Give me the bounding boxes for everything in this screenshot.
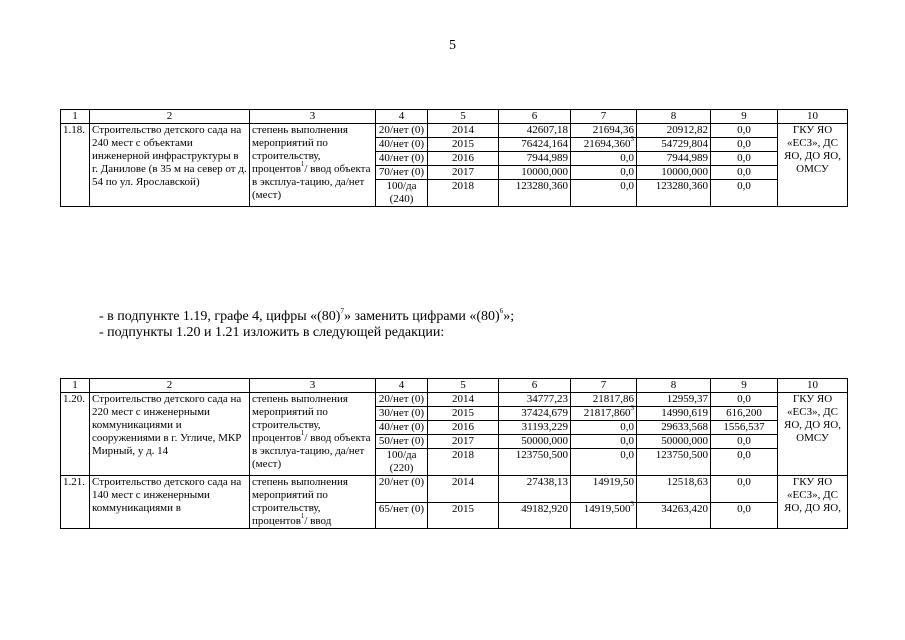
year: 2018 <box>428 449 499 476</box>
federal-funding <box>571 476 637 503</box>
item-name: Строительство детского сада на 240 мест с объектами инженерной инфраструктуры в г. Данилове (в 35 м на север от д. 54 по ул. Ярославской) <box>90 124 250 207</box>
year: 2015 <box>428 407 499 421</box>
federal-funding <box>571 404 637 421</box>
local-funding: 616,200 <box>711 407 778 421</box>
year: 2016 <box>428 421 499 435</box>
program-table-1 <box>60 109 848 207</box>
year: 2015 <box>428 502 499 529</box>
federal-funding <box>571 449 637 476</box>
regional-funding: 29633,568 <box>637 421 711 435</box>
column-header: 4 <box>376 379 428 393</box>
local-funding: 0,0 <box>711 393 778 407</box>
federal-funding <box>571 421 637 435</box>
federal-funding <box>571 393 637 407</box>
column-header: 10 <box>778 379 848 393</box>
column-header: 9 <box>711 379 778 393</box>
column-header: 6 <box>499 110 571 124</box>
year: 2017 <box>428 166 499 180</box>
program-table-2 <box>60 378 848 529</box>
item-number: 1.21. <box>61 476 90 529</box>
federal-funding-value: 21817,86 <box>592 393 634 405</box>
total-funding: 7944,989 <box>499 152 571 166</box>
item-indicator <box>250 124 376 207</box>
federal-funding <box>571 435 637 449</box>
item-name: Строительство детского сада на 140 мест с инженерными коммуникациями в <box>90 476 250 529</box>
column-header: 3 <box>250 379 376 393</box>
regional-funding: 123280,360 <box>637 180 711 207</box>
federal-funding-value: 21817,860 <box>583 407 631 419</box>
year: 2016 <box>428 152 499 166</box>
local-funding: 0,0 <box>711 435 778 449</box>
item-indicator <box>250 393 376 476</box>
federal-funding <box>571 499 637 529</box>
target-value: 30/нет (0) <box>376 407 428 421</box>
federal-funding <box>571 180 637 207</box>
local-funding: 0,0 <box>711 180 778 207</box>
regional-funding: 10000,000 <box>637 166 711 180</box>
column-header: 7 <box>571 379 637 393</box>
item-number: 1.18. <box>61 124 90 207</box>
regional-funding: 14990,619 <box>637 407 711 421</box>
column-header: 1 <box>61 379 90 393</box>
regional-funding: 34263,420 <box>637 502 711 529</box>
total-funding: 27438,13 <box>499 476 571 503</box>
total-funding: 49182,920 <box>499 502 571 529</box>
total-funding: 37424,679 <box>499 407 571 421</box>
target-value: 20/нет (0) <box>376 393 428 407</box>
year: 2015 <box>428 138 499 152</box>
federal-funding-value: 0,0 <box>620 180 634 192</box>
local-funding: 0,0 <box>711 124 778 138</box>
federal-funding <box>571 124 637 138</box>
year: 2014 <box>428 476 499 503</box>
local-funding: 1556,537 <box>711 421 778 435</box>
footnote-mark: 3 <box>630 135 634 144</box>
column-header: 3 <box>250 110 376 124</box>
column-header: 1 <box>61 110 90 124</box>
total-funding: 42607,18 <box>499 124 571 138</box>
federal-funding-value: 14919,500 <box>583 502 631 515</box>
local-funding: 0,0 <box>711 449 778 476</box>
total-funding: 123280,360 <box>499 180 571 207</box>
column-header: 5 <box>428 110 499 124</box>
regional-funding: 12518,63 <box>637 476 711 503</box>
column-header: 2 <box>90 379 250 393</box>
executor: ГКУ ЯО «ЕСЗ», ДС ЯО, ДО ЯО, ОМСУ <box>778 124 848 207</box>
item-indicator <box>250 476 376 529</box>
target-value: 100/да (220) <box>376 449 428 476</box>
indicator-text: степень выполнения мероприятий по строительству, процентов <box>252 476 348 527</box>
item-number: 1.20. <box>61 393 90 476</box>
total-funding: 50000,000 <box>499 435 571 449</box>
local-funding: 0,0 <box>711 166 778 180</box>
federal-funding-value: 0,0 <box>620 421 634 433</box>
local-funding: 0,0 <box>711 152 778 166</box>
federal-funding-value: 0,0 <box>620 449 634 461</box>
year: 2017 <box>428 435 499 449</box>
total-funding: 31193,229 <box>499 421 571 435</box>
local-funding: 0,0 <box>711 476 778 503</box>
federal-funding-value: 14919,50 <box>592 476 634 488</box>
year: 2018 <box>428 180 499 207</box>
federal-funding-value: 21694,36 <box>592 124 634 136</box>
header-row <box>61 110 848 124</box>
federal-funding-value: 0,0 <box>620 166 634 178</box>
target-value: 40/нет (0) <box>376 138 428 152</box>
column-header: 8 <box>637 379 711 393</box>
footnote-mark: 3 <box>630 404 634 413</box>
federal-funding <box>571 152 637 166</box>
target-value: 20/нет (0) <box>376 476 428 503</box>
indicator-text: степень выполнения мероприятий по строительству, процентов <box>252 124 348 175</box>
total-funding: 123750,500 <box>499 449 571 476</box>
table-row <box>61 124 848 138</box>
target-value: 70/нет (0) <box>376 166 428 180</box>
column-header: 2 <box>90 110 250 124</box>
regional-funding: 50000,000 <box>637 435 711 449</box>
page-number: 5 <box>449 38 456 53</box>
footnote-mark: 1 <box>300 429 305 438</box>
federal-funding <box>571 166 637 180</box>
footnote-mark: 1 <box>300 160 305 169</box>
regional-funding: 20912,82 <box>637 124 711 138</box>
item-name: Строительство детского сада на 220 мест с инженерными коммуникациями и сооружениями в г. Угличе, МКР Мирный, у д. 14 <box>90 393 250 476</box>
note-line-2: - подпункты 1.20 и 1.21 изложить в следующей редакции: <box>99 325 445 340</box>
target-value: 20/нет (0) <box>376 124 428 138</box>
indicator-text-cont: / ввод объекта в эксплуа-тацию, да/нет (мест) <box>252 163 371 201</box>
year: 2014 <box>428 393 499 407</box>
executor: ГКУ ЯО «ЕСЗ», ДС ЯО, ДО ЯО, <box>778 476 848 529</box>
regional-funding: 7944,989 <box>637 152 711 166</box>
total-funding: 76424,164 <box>499 138 571 152</box>
note-line-1: - в подпункте 1.19, графе 4, цифры «$(80)^7$» заменить цифрами «$(80)^6$»; <box>99 307 515 324</box>
local-funding: 0,0 <box>711 138 778 152</box>
footnote-mark: 1 <box>300 512 305 521</box>
amendment-notes <box>99 309 514 341</box>
column-header: 8 <box>637 110 711 124</box>
federal-funding-value: 21694,360 <box>583 138 631 150</box>
local-funding: 0,0 <box>711 502 778 529</box>
column-header: 6 <box>499 379 571 393</box>
total-funding: 10000,000 <box>499 166 571 180</box>
indicator-text: степень выполнения мероприятий по строительству, процентов <box>252 393 348 444</box>
footnote-mark: 3 <box>630 499 634 508</box>
regional-funding: 123750,500 <box>637 449 711 476</box>
table-row <box>61 476 848 503</box>
federal-funding-value: 0,0 <box>620 152 634 164</box>
column-header: 7 <box>571 110 637 124</box>
federal-funding <box>571 135 637 152</box>
indicator-text-cont: / ввод <box>304 515 332 527</box>
column-header: 4 <box>376 110 428 124</box>
target-value: 40/нет (0) <box>376 421 428 435</box>
column-header: 5 <box>428 379 499 393</box>
table-row <box>61 393 848 407</box>
federal-funding-value: 0,0 <box>620 435 634 447</box>
target-value: 50/нет (0) <box>376 435 428 449</box>
regional-funding: 54729,804 <box>637 138 711 152</box>
executor: ГКУ ЯО «ЕСЗ», ДС ЯО, ДО ЯО, ОМСУ <box>778 393 848 476</box>
total-funding: 34777,23 <box>499 393 571 407</box>
header-row <box>61 379 848 393</box>
regional-funding: 12959,37 <box>637 393 711 407</box>
column-header: 9 <box>711 110 778 124</box>
target-value: 40/нет (0) <box>376 152 428 166</box>
target-value: 100/да (240) <box>376 180 428 207</box>
target-value: 65/нет (0) <box>376 502 428 529</box>
year: 2014 <box>428 124 499 138</box>
column-header: 10 <box>778 110 848 124</box>
indicator-text-cont: / ввод объекта в эксплуа-тацию, да/нет (мест) <box>252 432 371 470</box>
